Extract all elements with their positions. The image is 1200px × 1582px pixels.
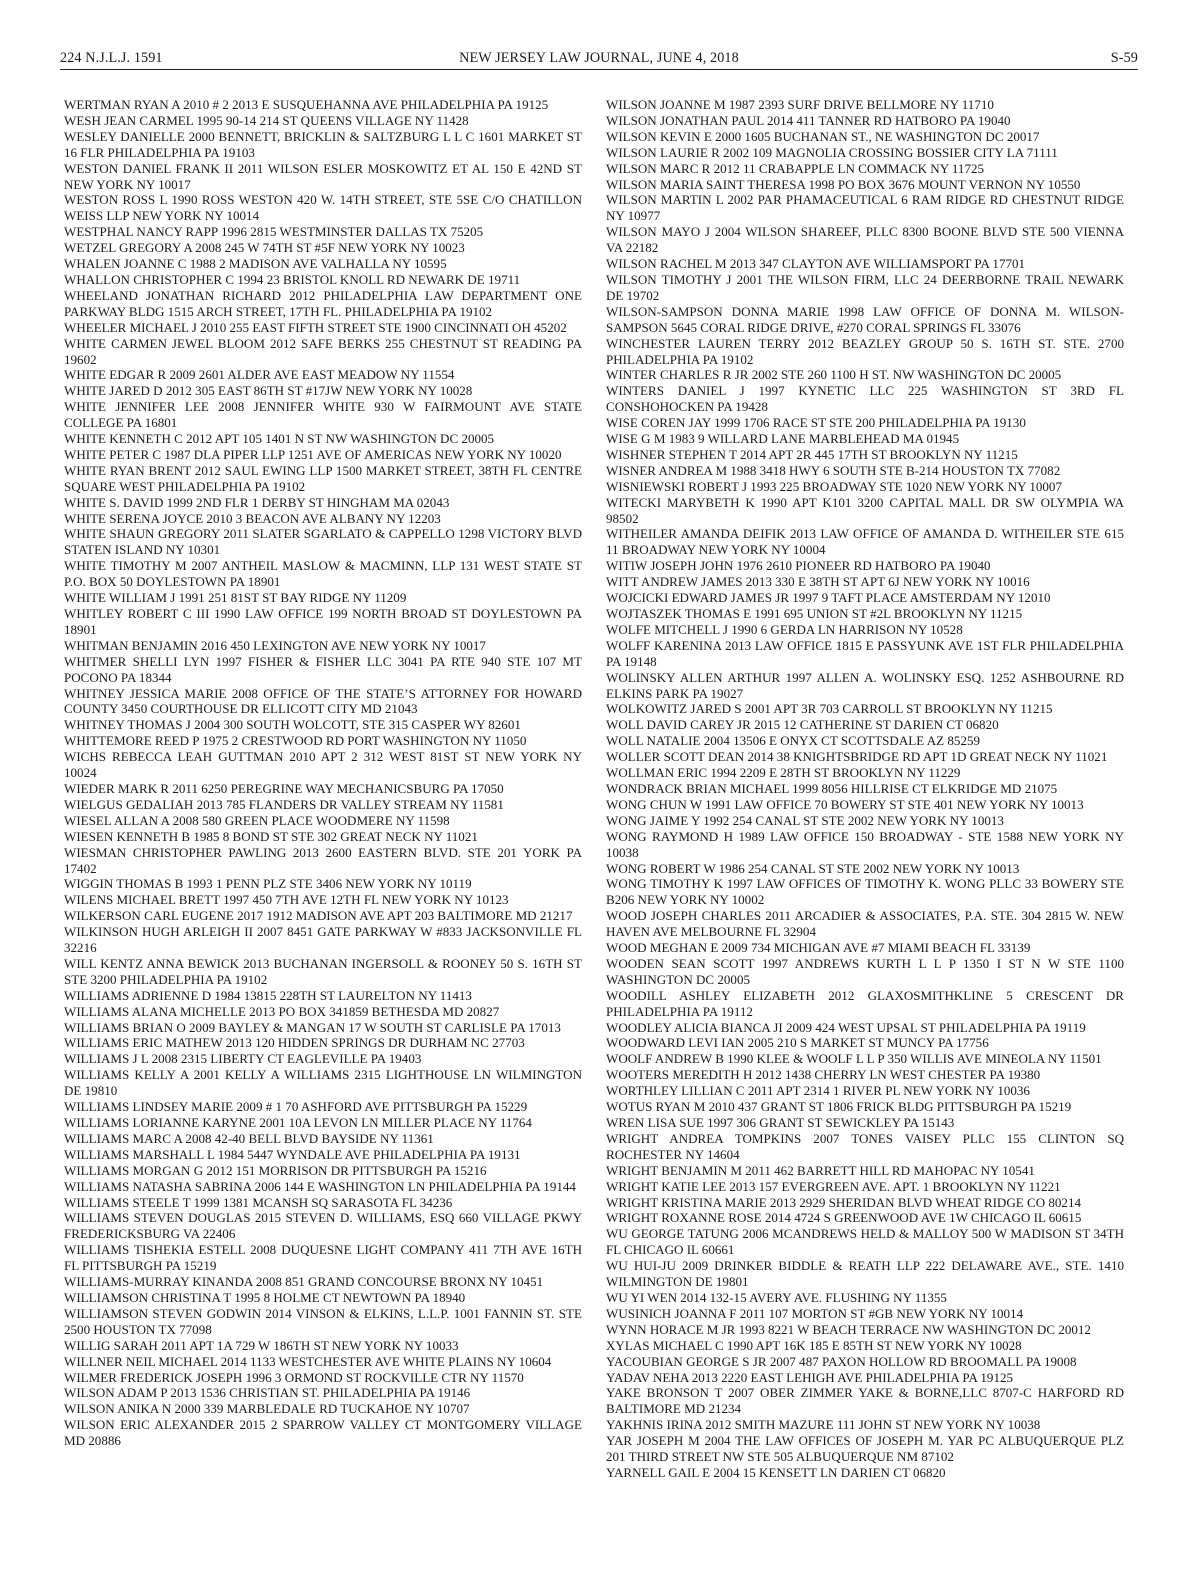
- attorney-entry: WILLIAMS LORIANNE KARYNE 2001 10A LEVON LN MILLER PLACE NY 11764: [64, 1115, 532, 1130]
- attorney-entry: WILLIAMS STEVEN DOUGLAS 2015 STEVEN D. WILLIAMS, ESQ 660 VILLAGE PKWY FREDERICKSBURG VA 22406: [64, 1210, 582, 1242]
- attorney-entry: WILLIAMS TISHEKIA ESTELL 2008 DUQUESNE LIGHT COMPANY 411 7TH AVE 16TH FL PITTSBURGH PA 15219: [64, 1242, 582, 1274]
- attorney-entry: WHITNEY THOMAS J 2004 300 SOUTH WOLCOTT, STE 315 CASPER WY 82601: [64, 717, 521, 733]
- attorney-entry: WONDRACK BRIAN MICHAEL 1999 8056 HILLRISE CT ELKRIDGE MD 21075: [606, 780, 1058, 796]
- attorney-entry: WILKINSON HUGH ARLEIGH II 2007 8451 GATE PARKWAY W #833 JACKSONVILLE FL 32216: [64, 924, 582, 956]
- attorney-entry: WITT ANDREW JAMES 2013 330 E 38TH ST APT 6J NEW YORK NY 10016: [606, 574, 1030, 590]
- attorney-entry: WITHEILER AMANDA DEIFIK 2013 LAW OFFICE OF AMANDA D. WITHEILER STE 615 11 BROADWAY NEW YORK NY 10004: [606, 526, 1124, 558]
- attorney-entry: WRIGHT KATIE LEE 2013 157 EVERGREEN AVE. APT. 1 BROOKLYN NY 11221: [606, 1178, 1061, 1194]
- attorney-entry: WILKERSON CARL EUGENE 2017 1912 MADISON AVE APT 203 BALTIMORE MD 21217: [64, 908, 573, 924]
- attorney-entry: WRIGHT ANDREA TOMPKINS 2007 TONES VAISEY PLLC 155 CLINTON SQ ROCHESTER NY 14604: [606, 1130, 1124, 1162]
- attorney-entry: YARNELL GAIL E 2004 15 KENSETT LN DARIEN CT 06820: [606, 1464, 946, 1480]
- attorney-entry: WINTER CHARLES R JR 2002 STE 260 1100 H ST. NW WASHINGTON DC 20005: [606, 367, 1062, 383]
- attorney-entry: WETZEL GREGORY A 2008 245 W 74TH ST #5F NEW YORK NY 10023: [64, 240, 465, 256]
- attorney-entry: WILLIAMSON CHRISTINA T 1995 8 HOLME CT NEWTOWN PA 18940: [64, 1289, 466, 1305]
- attorney-entry: WREN LISA SUE 1997 306 GRANT ST SEWICKLEY PA 15143: [606, 1115, 955, 1130]
- attorney-entry: WHEELER MICHAEL J 2010 255 EAST FIFTH STREET STE 1900 CINCINNATI OH 45202: [64, 319, 567, 335]
- attorney-entry: WISNER ANDREA M 1988 3418 HWY 6 SOUTH STE B-214 HOUSTON TX 77082: [606, 462, 1061, 478]
- attorney-entry: WOOLF ANDREW B 1990 KLEE & WOOLF L L P 350 WILLIS AVE MINEOLA NY 11501: [606, 1051, 1102, 1067]
- attorney-entry: YADAV NEHA 2013 2220 EAST LEHIGH AVE PHILADELPHIA PA 19125: [606, 1369, 1014, 1385]
- attorney-entry: WHITE RYAN BRENT 2012 SAUL EWING LLP 1500 MARKET STREET, 38TH FL CENTRE SQUARE WEST PHILADELPHIA PA 19102: [64, 462, 582, 494]
- attorney-entry: WITIW JOSEPH JOHN 1976 2610 PIONEER RD HATBORO PA 19040: [606, 558, 991, 574]
- attorney-entry: WITECKI MARYBETH K 1990 APT K101 3200 CAPITAL MALL DR SW OLYMPIA WA 98502: [606, 494, 1124, 526]
- attorney-entry: WOOD MEGHAN E 2009 734 MICHIGAN AVE #7 MIAMI BEACH FL 33139: [606, 940, 1031, 956]
- attorney-entry: WILSON ADAM P 2013 1536 CHRISTIAN ST. PHILADELPHIA PA 19146: [64, 1385, 471, 1401]
- attorney-entry: WILSON MAYO J 2004 WILSON SHAREEF, PLLC 8300 BOONE BLVD STE 500 VIENNA VA 22182: [606, 224, 1124, 256]
- attorney-entry: WOLLMAN ERIC 1994 2209 E 28TH ST BROOKLYN NY 11229: [606, 765, 961, 781]
- attorney-entry: WHITE SHAUN GREGORY 2011 SLATER SGARLATO & CAPPELLO 1298 VICTORY BLVD STATEN ISLAND NY 10301: [64, 526, 582, 558]
- attorney-entry: YAKE BRONSON T 2007 OBER ZIMMER YAKE & BORNE,LLC 8707-C HARFORD RD BALTIMORE MD 21234: [606, 1385, 1124, 1417]
- attorney-entry: WIEDER MARK R 2011 6250 PEREGRINE WAY MECHANICSBURG PA 17050: [64, 780, 504, 796]
- attorney-entry: XYLAS MICHAEL C 1990 APT 16K 185 E 85TH ST NEW YORK NY 10028: [606, 1337, 1022, 1353]
- attorney-entry: WOLINSKY ALLEN ARTHUR 1997 ALLEN A. WOLINSKY ESQ. 1252 ASHBOURNE RD ELKINS PARK PA 19027: [606, 669, 1124, 701]
- attorney-entry: WILSON TIMOTHY J 2001 THE WILSON FIRM, LLC 24 DEERBORNE TRAIL NEWARK DE 19702: [606, 271, 1124, 303]
- attorney-entry: WHITE EDGAR R 2009 2601 ALDER AVE EAST MEADOW NY 11554: [64, 367, 455, 383]
- attorney-entry: WONG RAYMOND H 1989 LAW OFFICE 150 BROADWAY - STE 1588 NEW YORK NY 10038: [606, 828, 1124, 860]
- attorney-entry: WILLIAMS ERIC MATHEW 2013 120 HIDDEN SPRINGS DR DURHAM NC 27703: [64, 1035, 525, 1051]
- attorney-entry: WILLIAMS KELLY A 2001 KELLY A WILLIAMS 2315 LIGHTHOUSE LN WILMINGTON DE 19810: [64, 1067, 582, 1099]
- attorney-entry: YAKHNIS IRINA 2012 SMITH MAZURE 111 JOHN ST NEW YORK NY 10038: [606, 1417, 1041, 1433]
- attorney-entry: WHITMAN BENJAMIN 2016 450 LEXINGTON AVE NEW YORK NY 10017: [64, 637, 486, 653]
- attorney-entry: WUSINICH JOANNA F 2011 107 MORTON ST #GB NEW YORK NY 10014: [606, 1305, 1024, 1321]
- attorney-entry: WILLIAMS NATASHA SABRINA 2006 144 E WASHINGTON LN PHILADELPHIA PA 19144: [64, 1178, 576, 1194]
- attorney-entry: WHITE JENNIFER LEE 2008 JENNIFER WHITE 930 W FAIRMOUNT AVE STATE COLLEGE PA 16801: [64, 399, 582, 431]
- attorney-entry: WISE G M 1983 9 WILLARD LANE MARBLEHEAD MA 01945: [606, 431, 960, 447]
- attorney-entry: WILLIAMS ALANA MICHELLE 2013 PO BOX 341859 BETHESDA MD 20827: [64, 1003, 500, 1019]
- attorney-entry: WILLIAMS LINDSEY MARIE 2009 # 1 70 ASHFORD AVE PITTSBURGH PA 15229: [64, 1099, 528, 1115]
- attorney-entry: WRIGHT BENJAMIN M 2011 462 BARRETT HILL RD MAHOPAC NY 10541: [606, 1162, 1035, 1178]
- journal-citation: 224 N.J.L.J. 1591: [60, 50, 163, 66]
- attorney-entry: WHITE PETER C 1987 DLA PIPER LLP 1251 AVE OF AMERICAS NEW YORK NY 10020: [64, 446, 562, 462]
- attorney-entry: WOLL DAVID CAREY JR 2015 12 CATHERINE ST DARIEN CT 06820: [606, 717, 999, 733]
- attorney-entry: WRIGHT KRISTINA MARIE 2013 2929 SHERIDAN BLVD WHEAT RIDGE CO 80214: [606, 1194, 1082, 1210]
- attorney-entry: WONG ROBERT W 1986 254 CANAL ST STE 2002 NEW YORK NY 10013: [606, 860, 1020, 876]
- attorney-entry: WU YI WEN 2014 132-15 AVERY AVE. FLUSHING NY 11355: [606, 1289, 947, 1305]
- attorney-entry: WHITE S. DAVID 1999 2ND FLR 1 DERBY ST HINGHAM MA 02043: [64, 494, 450, 510]
- right-column: [606, 97, 1124, 1481]
- attorney-entry: WILSON JONATHAN PAUL 2014 411 TANNER RD HATBORO PA 19040: [606, 112, 1011, 128]
- attorney-entry: WILSON LAURIE R 2002 109 MAGNOLIA CROSSING BOSSIER CITY LA 71111: [606, 144, 1058, 160]
- attorney-entry: WILSON-SAMPSON DONNA MARIE 1998 LAW OFFICE OF DONNA M. WILSON-SAMPSON 5645 CORAL RIDGE DRIVE, #270 CORAL SPRINGS FL 33076: [606, 303, 1124, 335]
- attorney-entry: WINCHESTER LAUREN TERRY 2012 BEAZLEY GROUP 50 S. 16TH ST. STE. 2700 PHILADELPHIA PA 19102: [606, 335, 1124, 367]
- attorney-entry: WHITE SERENA JOYCE 2010 3 BEACON AVE ALBANY NY 12203: [64, 510, 441, 526]
- attorney-entry: WILLIAMS STEELE T 1999 1381 MCANSH SQ SARASOTA FL 34236: [64, 1194, 453, 1210]
- attorney-entry: WOLFE MITCHELL J 1990 6 GERDA LN HARRISON NY 10528: [606, 621, 963, 637]
- attorney-entry: WILSON KEVIN E 2000 1605 BUCHANAN ST., NE WASHINGTON DC 20017: [606, 128, 1040, 144]
- attorney-entry: WIESEN KENNETH B 1985 8 BOND ST STE 302 GREAT NECK NY 11021: [64, 828, 478, 844]
- attorney-entry: WILLIAMS MARSHALL L 1984 5447 WYNDALE AVE PHILADELPHIA PA 19131: [64, 1146, 521, 1162]
- attorney-entry: WILLIAMS-MURRAY KINANDA 2008 851 GRAND CONCOURSE BRONX NY 10451: [64, 1274, 544, 1290]
- attorney-entry: WILSON MARC R 2012 11 CRABAPPLE LN COMMACK NY 11725: [606, 160, 985, 176]
- attorney-entry: WIESMAN CHRISTOPHER PAWLING 2013 2600 EASTERN BLVD. STE 201 YORK PA 17402: [64, 844, 582, 876]
- attorney-entry: WOOD JOSEPH CHARLES 2011 ARCADIER & ASSOCIATES, P.A. STE. 304 2815 W. NEW HAVEN AVE MELBOURNE FL 32904: [606, 908, 1124, 940]
- attorney-entry: WU HUI-JU 2009 DRINKER BIDDLE & REATH LLP 222 DELAWARE AVE., STE. 1410 WILMINGTON DE 19801: [606, 1258, 1124, 1290]
- attorney-entry: WINTERS DANIEL J 1997 KYNETIC LLC 225 WASHINGTON ST 3RD FL CONSHOHOCKEN PA 19428: [606, 383, 1124, 415]
- attorney-entry: WOLL NATALIE 2004 13506 E ONYX CT SCOTTSDALE AZ 85259: [606, 733, 981, 749]
- attorney-entry: WILL KENTZ ANNA BEWICK 2013 BUCHANAN INGERSOLL & ROONEY 50 S. 16TH ST STE 3200 PHILADELPHIA PA 19102: [64, 955, 582, 987]
- attorney-entry: WONG CHUN W 1991 LAW OFFICE 70 BOWERY ST STE 401 NEW YORK NY 10013: [606, 796, 1084, 812]
- attorney-entry: WOODLEY ALICIA BIANCA JI 2009 424 WEST UPSAL ST PHILADELPHIA PA 19119: [606, 1019, 1086, 1035]
- attorney-entry: WICHS REBECCA LEAH GUTTMAN 2010 APT 2 312 WEST 81ST ST NEW YORK NY 10024: [64, 749, 582, 781]
- attorney-entry: WHITE KENNETH C 2012 APT 105 1401 N ST NW WASHINGTON DC 20005: [64, 431, 495, 447]
- attorney-entry: WISE COREN JAY 1999 1706 RACE ST STE 200 PHILADELPHIA PA 19130: [606, 415, 1026, 431]
- journal-title-date: NEW JERSEY LAW JOURNAL, JUNE 4, 2018: [459, 50, 739, 66]
- attorney-entry: YACOUBIAN GEORGE S JR 2007 487 PAXON HOLLOW RD BROOMALL PA 19008: [606, 1353, 1077, 1369]
- attorney-entry: WILMER FREDERICK JOSEPH 1996 3 ORMOND ST ROCKVILLE CTR NY 11570: [64, 1369, 524, 1385]
- page-header: [60, 50, 1138, 70]
- attorney-entry: WHITE TIMOTHY M 2007 ANTHEIL MASLOW & MACMINN, LLP 131 WEST STATE ST P.O. BOX 50 DOYLESTOWN PA 18901: [64, 558, 582, 590]
- attorney-entry: WOODWARD LEVI IAN 2005 210 S MARKET ST MUNCY PA 17756: [606, 1035, 989, 1051]
- attorney-entry: WILSON MARTIN L 2002 PAR PHAMACEUTICAL 6 RAM RIDGE RD CHESTNUT RIDGE NY 10977: [606, 192, 1124, 224]
- attorney-entry: YAR JOSEPH M 2004 THE LAW OFFICES OF JOSEPH M. YAR PC ALBUQUERQUE PLZ 201 THIRD STREET NW STE 505 ALBUQUERQUE NM 87102: [606, 1433, 1124, 1465]
- attorney-entry: WOLFF KARENINA 2013 LAW OFFICE 1815 E PASSYUNK AVE 1ST FLR PHILADELPHIA PA 19148: [606, 637, 1124, 669]
- attorney-entry: WILLIG SARAH 2011 APT 1A 729 W 186TH ST NEW YORK NY 10033: [64, 1337, 459, 1353]
- attorney-entry: WESH JEAN CARMEL 1995 90-14 214 ST QUEENS VILLAGE NY 11428: [64, 112, 469, 128]
- attorney-entry: WISNIEWSKI ROBERT J 1993 225 BROADWAY STE 1020 NEW YORK NY 10007: [606, 478, 1062, 494]
- attorney-entry: WILLIAMSON STEVEN GODWIN 2014 VINSON & ELKINS, L.L.P. 1001 FANNIN ST. STE 2500 HOUSTON TX 77098: [64, 1305, 582, 1337]
- attorney-entry: WESLEY DANIELLE 2000 BENNETT, BRICKLIN & SALTZBURG L L C 1601 MARKET ST 16 FLR PHILADELPHIA PA 19103: [64, 128, 582, 160]
- attorney-entry: WILLNER NEIL MICHAEL 2014 1133 WESTCHESTER AVE WHITE PLAINS NY 10604: [64, 1353, 552, 1369]
- page-number: S-59: [1110, 50, 1138, 66]
- attorney-entry: WOJCICKI EDWARD JAMES JR 1997 9 TAFT PLACE AMSTERDAM NY 12010: [606, 590, 1051, 606]
- attorney-entry: WILSON RACHEL M 2013 347 CLAYTON AVE WILLIAMSPORT PA 17701: [606, 256, 1026, 272]
- attorney-entry: WOTUS RYAN M 2010 437 GRANT ST 1806 FRICK BLDG PITTSBURGH PA 15219: [606, 1099, 1072, 1115]
- attorney-entry: WILSON MARIA SAINT THERESA 1998 PO BOX 3676 MOUNT VERNON NY 10550: [606, 176, 1081, 192]
- attorney-entry: WILENS MICHAEL BRETT 1997 450 7TH AVE 12TH FL NEW YORK NY 10123: [64, 892, 509, 908]
- attorney-entry: WILLIAMS BRIAN O 2009 BAYLEY & MANGAN 17 W SOUTH ST CARLISLE PA 17013: [64, 1019, 561, 1035]
- attorney-entry: WHALEN JOANNE C 1988 2 MADISON AVE VALHALLA NY 10595: [64, 256, 447, 272]
- attorney-entry: WONG TIMOTHY K 1997 LAW OFFICES OF TIMOTHY K. WONG PLLC 33 BOWERY STE B206 NEW YORK NY 10002: [606, 876, 1124, 908]
- attorney-entry: WOODILL ASHLEY ELIZABETH 2012 GLAXOSMITHKLINE 5 CRESCENT DR PHILADELPHIA PA 19112: [606, 987, 1124, 1019]
- attorney-entry: WIGGIN THOMAS B 1993 1 PENN PLZ STE 3406 NEW YORK NY 10119: [64, 876, 472, 892]
- attorney-entry: WHITMER SHELLI LYN 1997 FISHER & FISHER LLC 3041 PA RTE 940 STE 107 MT POCONO PA 18344: [64, 653, 582, 685]
- attorney-entry: WILLIAMS MARC A 2008 42-40 BELL BLVD BAYSIDE NY 11361: [64, 1130, 434, 1146]
- attorney-entry: WORTHLEY LILLIAN C 2011 APT 2314 1 RIVER PL NEW YORK NY 10036: [606, 1083, 1030, 1099]
- attorney-entry: WESTON ROSS L 1990 ROSS WESTON 420 W. 14TH STREET, STE 5SE C/O CHATILLON WEISS LLP NEW YORK NY 10014: [64, 192, 582, 224]
- attorney-entry: WILSON ERIC ALEXANDER 2015 2 SPARROW VALLEY CT MONTGOMERY VILLAGE MD 20886: [64, 1417, 582, 1449]
- attorney-entry: WHITTEMORE REED P 1975 2 CRESTWOOD RD PORT WASHINGTON NY 11050: [64, 733, 527, 749]
- attorney-entry: WU GEORGE TATUNG 2006 MCANDREWS HELD & MALLOY 500 W MADISON ST 34TH FL CHICAGO IL 60661: [606, 1226, 1124, 1258]
- attorney-entry: WHITLEY ROBERT C III 1990 LAW OFFICE 199 NORTH BROAD ST DOYLESTOWN PA 18901: [64, 606, 582, 637]
- attorney-entry: WILLIAMS ADRIENNE D 1984 13815 228TH ST LAURELTON NY 11413: [64, 987, 472, 1003]
- attorney-entry: WIELGUS GEDALIAH 2013 785 FLANDERS DR VALLEY STREAM NY 11581: [64, 796, 504, 812]
- attorney-entry: WHEELAND JONATHAN RICHARD 2012 PHILADELPHIA LAW DEPARTMENT ONE PARKWAY BLDG 1515 ARCH STREET, 17TH FL. PHILADELPHIA PA 19102: [64, 287, 582, 319]
- attorney-entry: WOODEN SEAN SCOTT 1997 ANDREWS KURTH L L P 1350 I ST N W STE 1100 WASHINGTON DC 20005: [606, 955, 1124, 987]
- attorney-entry: WILSON ANIKA N 2000 339 MARBLEDALE RD TUCKAHOE NY 10707: [64, 1401, 470, 1417]
- header-rule: [60, 69, 1138, 70]
- attorney-entry: WILLIAMS MORGAN G 2012 151 MORRISON DR PITTSBURGH PA 15216: [64, 1162, 487, 1178]
- attorney-entry: WHALLON CHRISTOPHER C 1994 23 BRISTOL KNOLL RD NEWARK DE 19711: [64, 271, 521, 287]
- attorney-entry: WILSON JOANNE M 1987 2393 SURF DRIVE BELLMORE NY 11710: [606, 97, 994, 112]
- attorney-entry: WISHNER STEPHEN T 2014 APT 2R 445 17TH ST BROOKLYN NY 11215: [606, 446, 1018, 462]
- attorney-entry: WESTON DANIEL FRANK II 2011 WILSON ESLER MOSKOWITZ ET AL 150 E 42ND ST NEW YORK NY 10017: [64, 160, 582, 192]
- attorney-entry: WHITE WILLIAM J 1991 251 81ST ST BAY RIDGE NY 11209: [64, 590, 407, 606]
- attorney-entry: WOLLER SCOTT DEAN 2014 38 KNIGHTSBRIDGE RD APT 1D GREAT NECK NY 11021: [606, 749, 1108, 765]
- attorney-entry: WHITE JARED D 2012 305 EAST 86TH ST #17JW NEW YORK NY 10028: [64, 383, 473, 399]
- attorney-entry: WESTPHAL NANCY RAPP 1996 2815 WESTMINSTER DALLAS TX 75205: [64, 224, 484, 240]
- attorney-entry: WOJTASZEK THOMAS E 1991 695 UNION ST #2L BROOKLYN NY 11215: [606, 606, 1023, 621]
- attorney-entry: WOLKOWITZ JARED S 2001 APT 3R 703 CARROLL ST BROOKLYN NY 11215: [606, 701, 1053, 717]
- left-column: [64, 97, 582, 1449]
- attorney-entry: WHITE CARMEN JEWEL BLOOM 2012 SAFE BERKS 255 CHESTNUT ST READING PA 19602: [64, 335, 582, 367]
- attorney-entry: WRIGHT ROXANNE ROSE 2014 4724 S GREENWOOD AVE 1W CHICAGO IL 60615: [606, 1210, 1082, 1226]
- attorney-entry: WOOTERS MEREDITH H 2012 1438 CHERRY LN WEST CHESTER PA 19380: [606, 1067, 1041, 1083]
- attorney-entry: WONG JAIME Y 1992 254 CANAL ST STE 2002 NEW YORK NY 10013: [606, 812, 1004, 828]
- attorney-entry: WERTMAN RYAN A 2010 # 2 2013 E SUSQUEHANNA AVE PHILADELPHIA PA 19125: [64, 97, 549, 112]
- attorney-entry: WHITNEY JESSICA MARIE 2008 OFFICE OF THE STATE’S ATTORNEY FOR HOWARD COUNTY 3450 COURTHOUSE DR ELLICOTT CITY MD 21043: [64, 685, 582, 717]
- attorney-entry: WYNN HORACE M JR 1993 8221 W BEACH TERRACE NW WASHINGTON DC 20012: [606, 1321, 1091, 1337]
- attorney-entry: WIESEL ALLAN A 2008 580 GREEN PLACE WOODMERE NY 11598: [64, 812, 450, 828]
- attorney-entry: WILLIAMS J L 2008 2315 LIBERTY CT EAGLEVILLE PA 19403: [64, 1051, 422, 1067]
